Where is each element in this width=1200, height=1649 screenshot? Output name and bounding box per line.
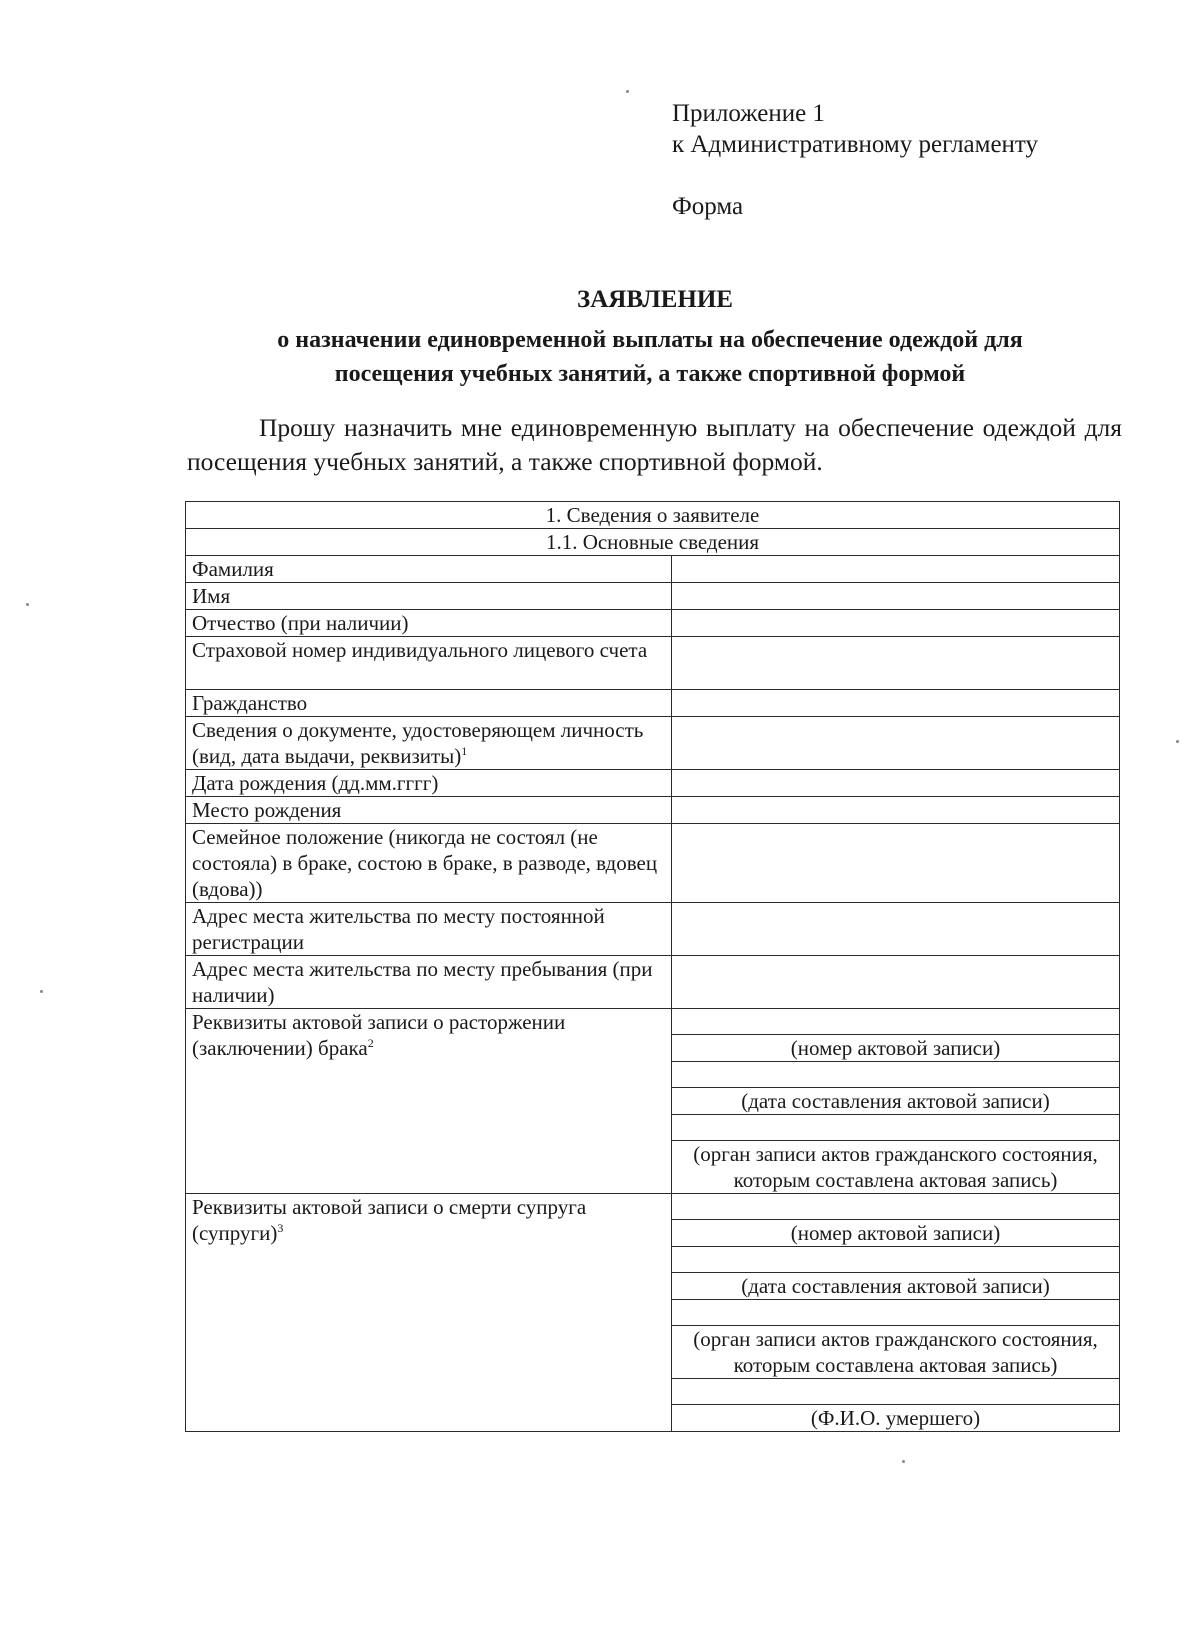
row-label: Отчество (при наличии) xyxy=(186,610,672,637)
birth-place-field[interactable] xyxy=(672,797,1120,824)
caption: (номер актовой записи) xyxy=(672,1220,1120,1247)
appendix-line-1: Приложение 1 xyxy=(672,100,825,127)
row-label xyxy=(186,1194,672,1432)
table-row xyxy=(186,797,1120,824)
row-label xyxy=(186,1009,672,1194)
patronymic-field[interactable] xyxy=(672,610,1120,637)
form-label: Форма xyxy=(672,193,744,220)
table-row xyxy=(186,610,1120,637)
appendix-line-2: к Административному регламенту xyxy=(672,131,1039,158)
section-1-1-header: 1.1. Основные сведения xyxy=(186,529,1120,556)
divorce-record-date-field[interactable] xyxy=(672,1062,1120,1088)
caption: (дата составления актовой записи) xyxy=(672,1088,1120,1115)
caption: (орган записи актов гражданского состояния, которым составлена актовая запись) xyxy=(672,1326,1120,1379)
row-label: Адрес места жительства по месту пребывания (при наличии) xyxy=(186,956,672,1009)
birth-date-field[interactable] xyxy=(672,770,1120,797)
caption: (орган записи актов гражданского состояния, которым составлена актовая запись) xyxy=(672,1141,1120,1194)
registration-address-field[interactable] xyxy=(672,903,1120,956)
table-row xyxy=(186,690,1120,717)
document-title: ЗАЯВЛЕНИЕ xyxy=(577,286,733,313)
row-label: Семейное положение (никогда не состоял (не состояла) в браке, состою в браке, в разводе, вдовец (вдова)) xyxy=(186,824,672,903)
citizenship-field[interactable] xyxy=(672,690,1120,717)
scan-speck xyxy=(1176,740,1179,743)
scan-speck xyxy=(26,603,29,606)
stay-address-field[interactable] xyxy=(672,956,1120,1009)
row-label: Фамилия xyxy=(186,556,672,583)
subtitle-line-1: о назначении единовременной выплаты на обеспечение одеждой для xyxy=(277,327,1023,353)
death-record-label: Реквизиты актовой записи о смерти супруга (супруги) xyxy=(192,1195,587,1245)
table-row xyxy=(186,956,1120,1009)
deceased-name-field[interactable] xyxy=(672,1379,1120,1405)
caption: (дата составления актовой записи) xyxy=(672,1273,1120,1300)
table-row xyxy=(186,903,1120,956)
row-label xyxy=(186,717,672,770)
first-name-field[interactable] xyxy=(672,583,1120,610)
identity-doc-label: Сведения о документе, удостоверяющем личность (вид, дата выдачи, реквизиты) xyxy=(192,718,644,768)
divorce-record-label: Реквизиты актовой записи о расторжении (заключении) брака xyxy=(192,1010,566,1060)
row-label: Дата рождения (дд.мм.гггг) xyxy=(186,770,672,797)
scan-speck xyxy=(626,90,629,93)
row-label: Страховой номер индивидуального лицевого счета xyxy=(186,637,672,690)
footnote-marker: 1 xyxy=(461,744,468,758)
divorce-record-number-field[interactable] xyxy=(672,1009,1120,1035)
row-label: Гражданство xyxy=(186,690,672,717)
scan-speck xyxy=(902,1460,905,1463)
footnote-marker: 3 xyxy=(277,1221,284,1235)
row-label: Адрес места жительства по месту постоянной регистрации xyxy=(186,903,672,956)
death-record-date-field[interactable] xyxy=(672,1247,1120,1273)
death-record-number-field[interactable] xyxy=(672,1194,1120,1220)
table-row xyxy=(186,556,1120,583)
caption: (Ф.И.О. умершего) xyxy=(672,1405,1120,1432)
table-row xyxy=(186,824,1120,903)
intro-paragraph xyxy=(187,411,1122,479)
intro-text: Прошу назначить мне единовременную выплату на обеспечение одеждой для посещения учебных занятий, а также спортивной формой. xyxy=(187,413,1122,476)
footnote-marker: 2 xyxy=(367,1036,374,1050)
row-label: Место рождения xyxy=(186,797,672,824)
document-subtitle xyxy=(150,323,1150,391)
death-record-authority-field[interactable] xyxy=(672,1300,1120,1326)
surname-field[interactable] xyxy=(672,556,1120,583)
section-1-header: 1. Сведения о заявителе xyxy=(186,502,1120,529)
divorce-record-authority-field[interactable] xyxy=(672,1115,1120,1141)
table-row xyxy=(186,637,1120,690)
appendix-reference xyxy=(672,98,1038,160)
snils-field[interactable] xyxy=(672,637,1120,690)
marital-status-field[interactable] xyxy=(672,824,1120,903)
scan-speck xyxy=(40,990,43,993)
table-row xyxy=(186,717,1120,770)
row-label: Имя xyxy=(186,583,672,610)
identity-document-field[interactable] xyxy=(672,717,1120,770)
applicant-info-table xyxy=(185,501,1120,1432)
caption: (номер актовой записи) xyxy=(672,1035,1120,1062)
table-row xyxy=(186,1009,1120,1035)
table-row xyxy=(186,583,1120,610)
subtitle-line-2: посещения учебных занятий, а также спортивной формой xyxy=(334,361,966,387)
table-row xyxy=(186,770,1120,797)
table-row xyxy=(186,1194,1120,1220)
